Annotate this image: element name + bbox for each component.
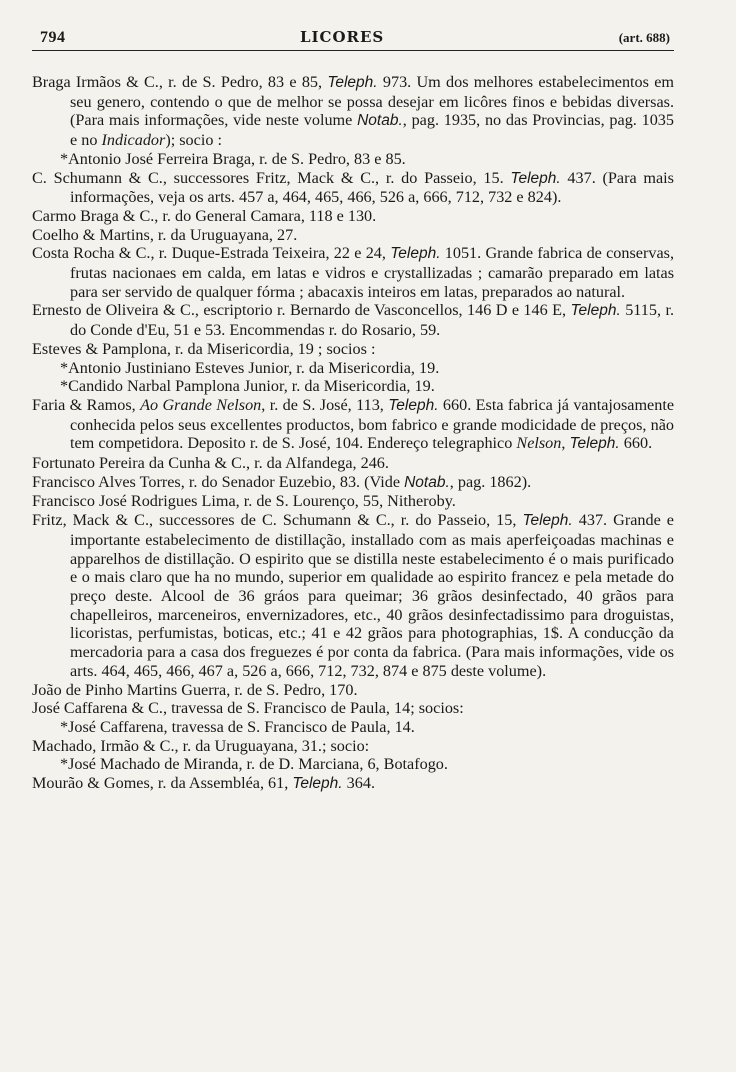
entry-text: , pag. 1862). (449, 472, 532, 491)
entry-c-schumann (32, 169, 674, 207)
entry-ernesto-oliveira (32, 301, 674, 339)
entry-address: , successores de C. Schumann & C., r. do Passeio, 15, (149, 511, 523, 530)
entry-name: João de Pinho Martins Guerra (32, 680, 227, 699)
entry-machado-irmao (32, 737, 674, 756)
entry-text: 660. (619, 434, 653, 453)
telegraph-address: Nelson (516, 434, 562, 453)
entry-text: 364. (342, 774, 375, 793)
entry-mourao-gomes (32, 774, 674, 794)
entry-text: ); socio : (165, 131, 222, 150)
entry-address: , r. da Uruguayana, 27. (149, 225, 298, 244)
directory-entries (32, 73, 674, 794)
page-title: LICORES (299, 28, 385, 46)
teleph-label: Teleph. (569, 435, 620, 453)
entry-name: Fritz, Mack & C. (32, 511, 150, 530)
entry-braga-irmaos (32, 73, 674, 150)
entry-address: , escriptorio r. Bernardo de Vasconcellos, 146 D e 146 E, (194, 301, 571, 320)
entry-address: , r. da Uruguayana, 31.; socio: (174, 736, 370, 755)
entry-fritz-mack (32, 511, 674, 680)
partner-line: *José Machado de Miranda, r. de D. Marciana, 6, Botafogo. (60, 755, 448, 774)
entry-description: 437. (Para mais informações, veja os arts. 457 a, 464, 465, 466, 526 a, 666, 712, 732 e 824). (70, 168, 674, 207)
entry-coelho-martins (32, 226, 674, 245)
teleph-label: Teleph. (292, 775, 343, 793)
entry-address: , travessa de S. Francisco de Paula, 14; socios: (162, 699, 464, 718)
partner-line: *Antonio Justiniano Esteves Junior, r. da Misericordia, 19. (60, 358, 440, 377)
entry-name: Machado, Irmão & C. (32, 736, 175, 755)
teleph-label: Teleph. (570, 302, 621, 320)
entry-name: Carmo Braga & C. (32, 206, 155, 225)
teleph-label: Teleph. (388, 396, 439, 414)
entry-description: 1051. Grande fabrica de conservas, frutas nacionaes em calda, em latas e vidros e crystallizadas ; camarão preparado em latas para ser servido de qualquer fórma ; abacaxis inteiros em latas, preparados ao natural. (70, 244, 674, 301)
entry-esteves-pamplona (32, 340, 674, 359)
partner-line: *Candido Narbal Pamplona Junior, r. da Misericordia, 19. (60, 377, 435, 396)
notab-label: Notab. (357, 112, 403, 130)
entry-address: , r. de S. Lourenço, 55, Nitheroby. (235, 492, 456, 511)
entry-carmo-braga (32, 207, 674, 226)
entry-address: , r. de S. José, 113, (261, 395, 389, 414)
entry-name: C. Schumann & C. (32, 168, 163, 187)
entry-name: Faria & Ramos (32, 395, 132, 414)
entry-address: , r. do Senador Euzebio, 83. (Vide (180, 472, 405, 491)
entry-name: Esteves & Pamplona (32, 339, 167, 358)
partner-line: *José Caffarena, travessa de S. Francisco de Paula, 14. (60, 717, 415, 736)
entry-name: Braga Irmãos & C. (32, 73, 159, 91)
entry-name: Coelho & Martins (32, 225, 150, 244)
entry-francisco-alves-torres (32, 473, 674, 493)
entry-name: José Caffarena & C. (32, 699, 163, 718)
entry-description: 437. Grande e importante estabelecimento de distillação, installado com as mais aperfeiçoadas machinas e apparelhos de distillação. O espirito que se distilla neste estabelecimento é o mais purificado e o mais claro que ha no mundo, superior em qualidade ao espirito francez e pela metade do preço deste. Alcool de 36 gráos para queimar; 36 grãos desinfectado, 40 grãos para chapelleiros, marceneiros, envernizadores, etc., 40 grãos desinfectadissimo para droguistas, licoristas, perfumistas, boticas, etc.; 41 e 42 grãos para photographias, 1$. A conducção da mercadoria para a casa dos freguezes é por conta da fabrica. (Para mais informações, vide os arts. 464, 465, 466, 467 a, 526 a, 666, 712, 732, 874 e 875 deste volume). (70, 511, 674, 680)
entry-description: 660. Esta fabrica já vantajosamente conhecida pelos seus excellentes productos, bom fabrico e grande modicidade de preços, não tem competidora. Deposito r. de S. José, 104. Endereço telegraphico (70, 395, 675, 453)
teleph-label: Teleph. (510, 169, 561, 187)
entry-name: Ernesto de Oliveira & C. (32, 301, 195, 320)
teleph-label: Teleph. (390, 245, 441, 263)
entry-address: , r. da Assembléa, 61, (149, 774, 293, 793)
entry-description: 973. Um dos melhores estabelecimentos em seu genero, contendo o que de melhor se possa desejar em licôres finos e bebidas diversas. (Para mais informações, vide neste volume (70, 73, 674, 130)
entry-name: Costa Rocha & C. (32, 244, 151, 263)
entry-address: , r. Duque-Estrada Teixeira, 22 e 24, (150, 244, 391, 263)
entry-fortunato (32, 454, 674, 473)
entry-name: Mourão & Gomes (32, 774, 150, 793)
entry-name: Francisco Alves Torres (32, 472, 181, 491)
entry-text: , (561, 434, 570, 453)
entry-jose-caffarena (32, 699, 674, 718)
entry-address: , r. de S. Pedro, 83 e 85, (158, 73, 328, 91)
entry-description: 5115, r. do Conde d'Eu, 51 e 53. Encommendas r. do Rosario, 59. (70, 301, 674, 340)
page-number: 794 (40, 29, 66, 46)
shop-name: Ao Grande Nelson (140, 395, 262, 414)
entry-faria-ramos (32, 396, 674, 454)
entry-joao-pinho (32, 681, 674, 700)
entry-name: Fortunato Pereira da Cunha & C. (32, 454, 246, 473)
partner-line: *Antonio José Ferreira Braga, r. de S. Pedro, 83 e 85. (60, 149, 406, 168)
entry-address: , r. da Misericordia, 19 ; socios : (166, 339, 376, 358)
indicador-label: Indicador (101, 131, 166, 150)
entry-text: , (131, 395, 141, 414)
entry-text: , pag. 1935, no das Provincias, pag. 1035 e no (70, 111, 674, 150)
notab-label: Notab. (404, 473, 450, 491)
entry-costa-rocha (32, 244, 674, 301)
article-ref: (art. 688) (618, 30, 670, 45)
teleph-label: Teleph. (327, 74, 378, 91)
entry-francisco-jose-lima (32, 492, 674, 511)
teleph-label: Teleph. (522, 512, 573, 530)
entry-name: Francisco José Rodrigues Lima (32, 492, 236, 511)
entry-address: , r. de S. Pedro, 170. (226, 680, 358, 699)
page-header (32, 28, 674, 51)
entry-address: , successores Fritz, Mack & C., r. do Passeio, 15. (162, 168, 511, 187)
entry-address: , r. da Alfandega, 246. (246, 454, 389, 473)
entry-address: , r. do General Camara, 118 e 130. (154, 206, 377, 225)
